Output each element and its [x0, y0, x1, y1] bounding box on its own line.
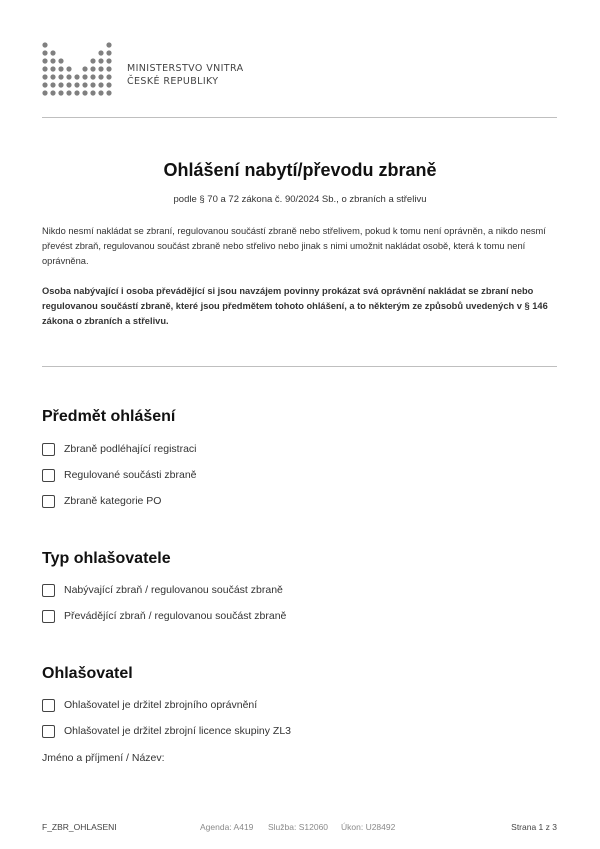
footer-agenda: Agenda: A419: [200, 822, 254, 832]
ministry-line-1: MINISTERSTVO VNITRA: [127, 63, 244, 74]
name-field-label: Jméno a příjmení / Název:: [42, 752, 165, 764]
checkbox[interactable]: [42, 469, 55, 482]
section-heading-subject: Předmět ohlášení: [42, 408, 176, 425]
option-zl3-licence-holder[interactable]: [42, 723, 291, 739]
content-divider: [42, 366, 557, 367]
option-label: Zbraně kategorie PO: [64, 495, 162, 507]
checkbox[interactable]: [42, 495, 55, 508]
checkbox[interactable]: [42, 584, 55, 597]
notice-paragraph: Osoba nabývající i osoba převádějící si jsou navzájem povinny prokázat svá oprávnění nakládat se zbraní nebo regulovanou součástí zbraně, které jsou předmětem tohoto ohlášení, a to některým ze způsobů uvedených v § 146 zákona o zbraních a střelivu.: [42, 286, 548, 326]
checkbox[interactable]: [42, 610, 55, 623]
footer-act: Úkon: U28492: [341, 822, 396, 832]
option-registered-weapons[interactable]: [42, 441, 197, 457]
document-subtitle: podle § 70 a 72 zákona č. 90/2024 Sb., o zbraních a střelivu: [173, 194, 427, 205]
document-title: Ohlášení nabytí/převodu zbraně: [163, 160, 437, 180]
checkbox[interactable]: [42, 699, 55, 712]
ministry-logo-icon: [42, 42, 118, 100]
option-acquirer[interactable]: [42, 582, 283, 598]
intro-paragraph: Nikdo nesmí nakládat se zbraní, regulovanou součástí zbraně nebo střelivem, pokud k tomu není oprávněn, a nikdo nesmí převést zbraň, regulovanou součást zbraně nebo střelivo nebo jinak s nimi umožnit nakládat osobě, která k tomu není oprávněna.: [42, 226, 546, 266]
section-heading-reporter-type: Typ ohlašovatele: [42, 550, 171, 567]
section-heading-reporter: Ohlašovatel: [42, 665, 133, 682]
option-label: Převádějící zbraň / regulovanou součást zbraně: [64, 610, 287, 622]
option-firearms-permit-holder[interactable]: [42, 697, 257, 713]
option-label: Ohlašovatel je držitel zbrojní licence skupiny ZL3: [64, 725, 292, 737]
header-divider: [42, 117, 557, 118]
option-regulated-parts[interactable]: [42, 467, 197, 483]
option-category-po[interactable]: [42, 493, 161, 509]
checkbox[interactable]: [42, 443, 55, 456]
option-transferor[interactable]: [42, 608, 286, 624]
option-label: Regulované součásti zbraně: [64, 469, 197, 481]
footer-service: Služba: S12060: [268, 822, 329, 832]
footer-page-number: Strana 1 z 3: [511, 822, 557, 832]
footer-form-code: F_ZBR_OHLASENI: [42, 822, 117, 832]
ministry-line-2: ČESKÉ REPUBLIKY: [127, 76, 219, 87]
option-label: Zbraně podléhající registraci: [64, 443, 197, 455]
option-label: Nabývající zbraň / regulovanou součást zbraně: [64, 584, 283, 596]
option-label: Ohlašovatel je držitel zbrojního oprávnění: [64, 699, 258, 711]
checkbox[interactable]: [42, 725, 55, 738]
ministry-name: [127, 62, 244, 88]
